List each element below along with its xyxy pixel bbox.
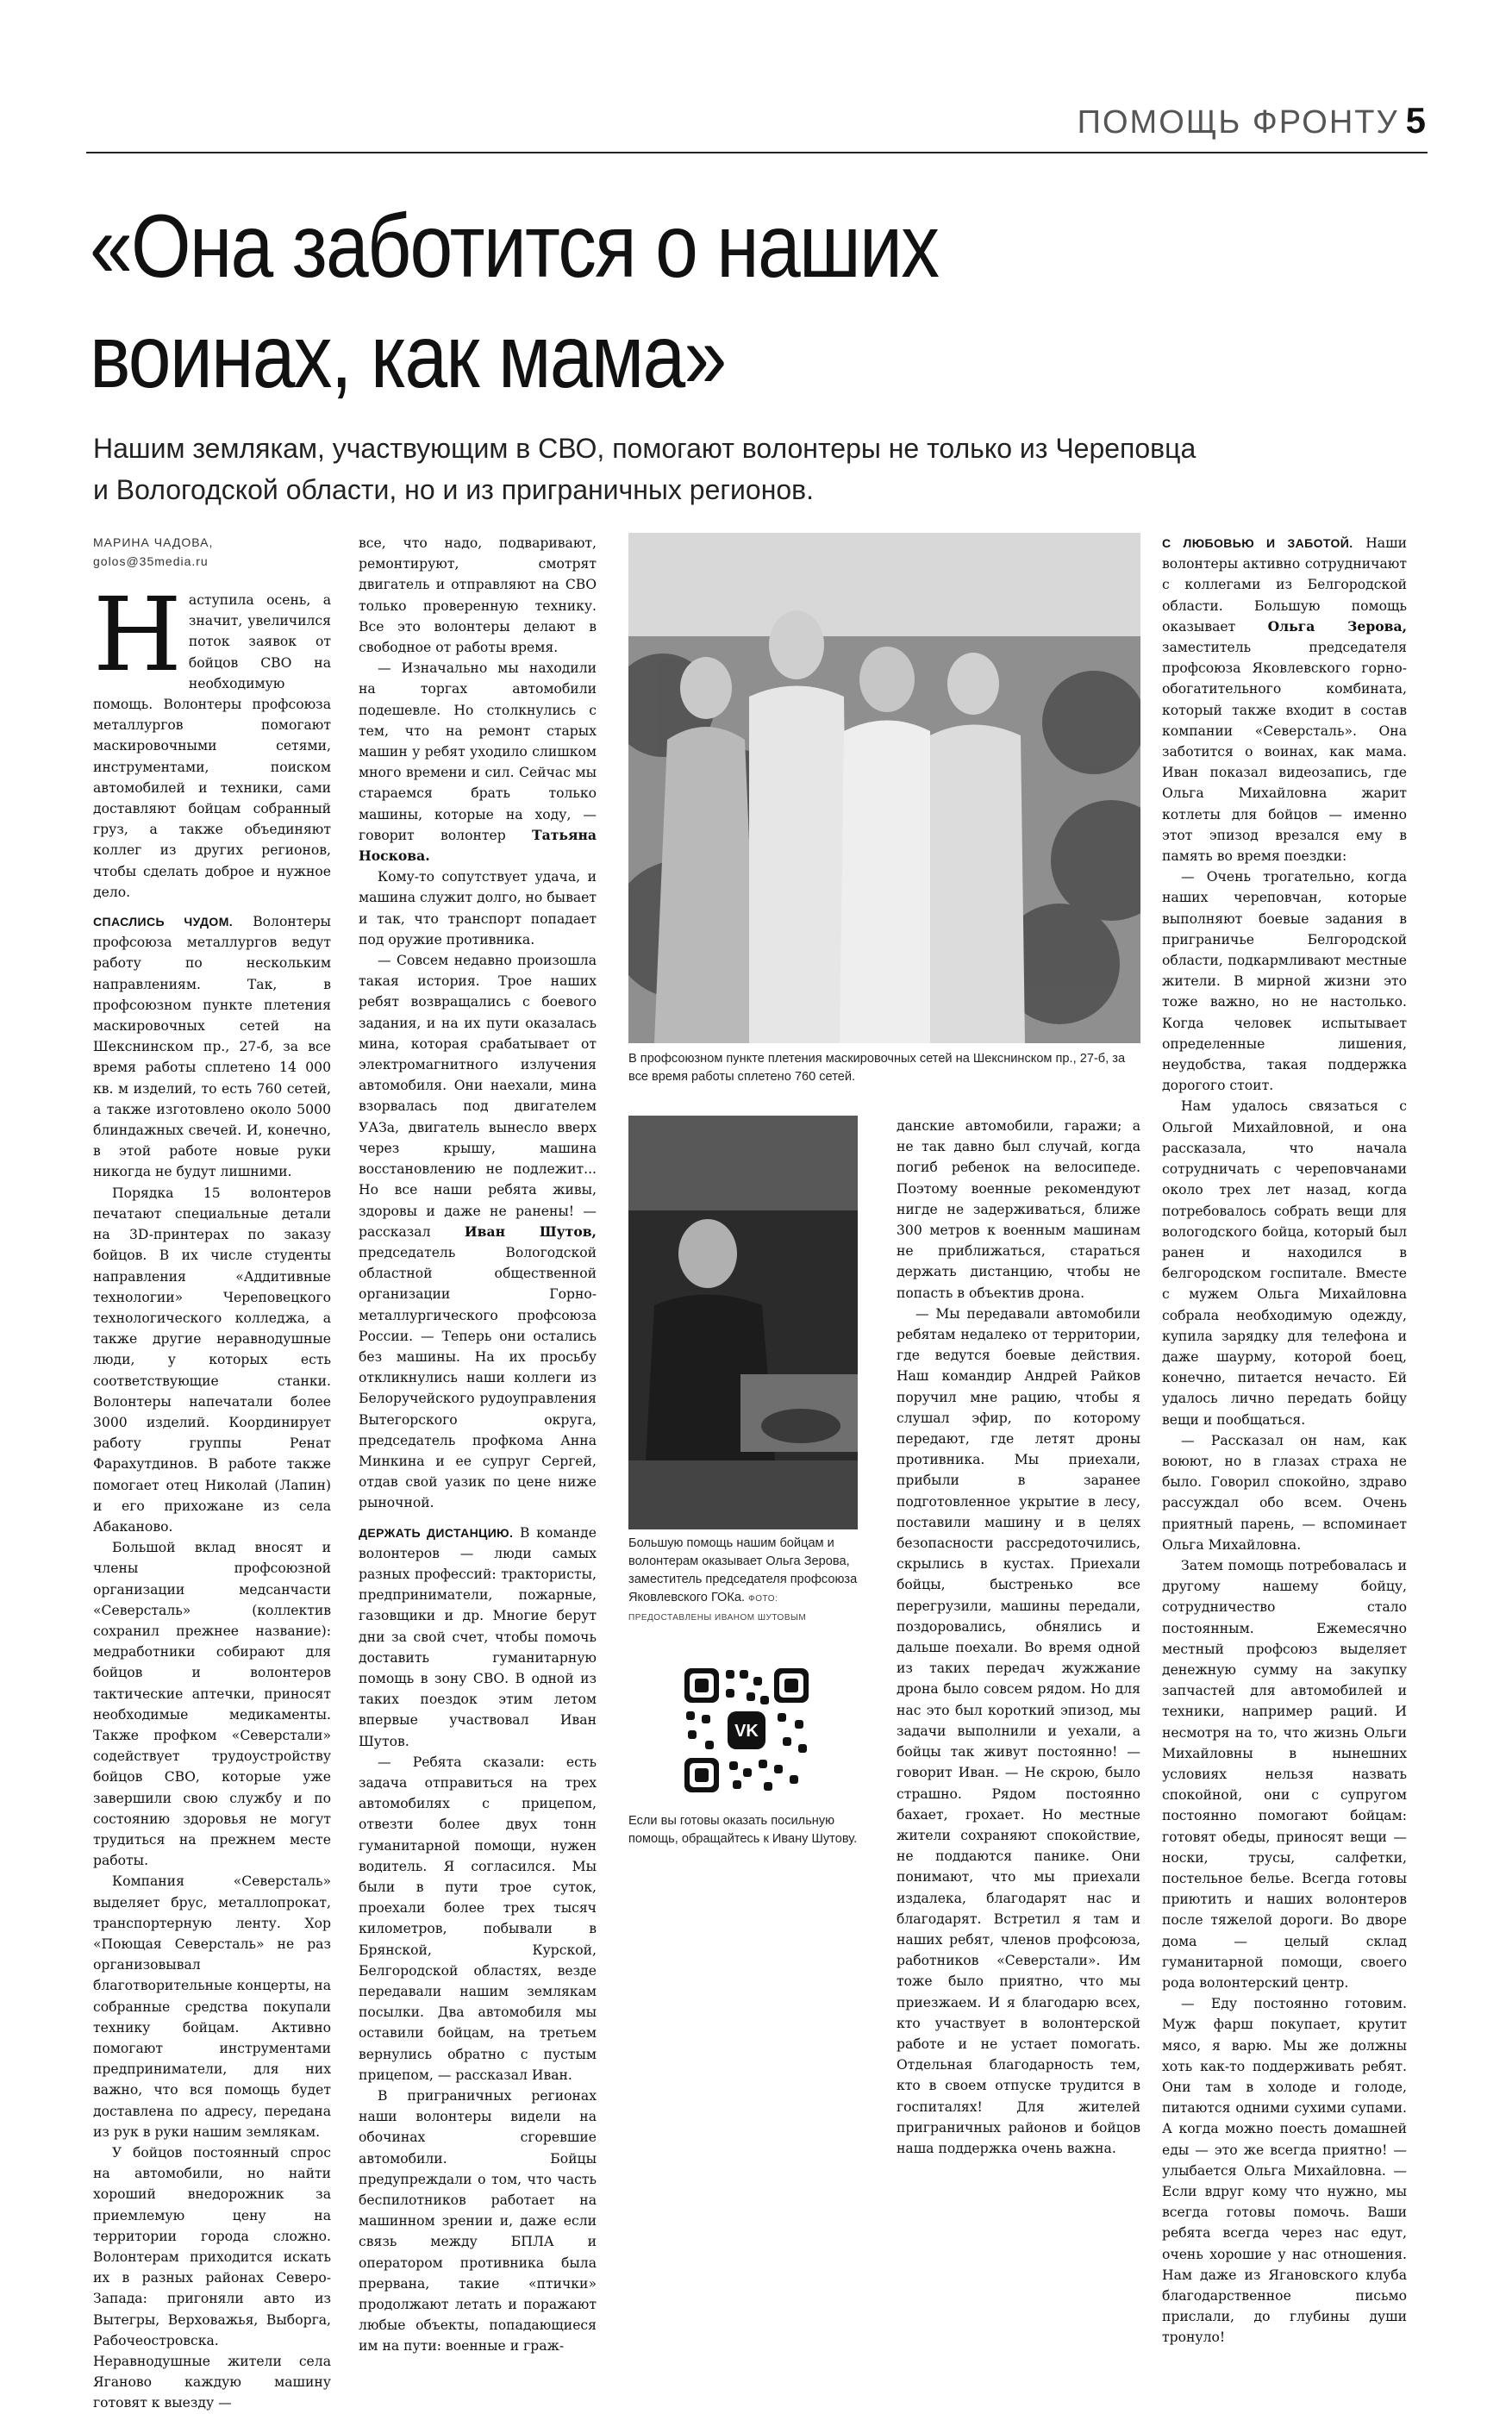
column-2 [359,533,597,2357]
person-name: Иван Шутов, [464,1223,597,1240]
paragraph: — Рассказал он нам, как воюют, но в глазах страха не было. Говорил спокойно, здраво рассуждал обо всем. Очень приятный парень, — вспоминает Ольга Михайловна. [1162,1432,1407,1553]
paragraph: Компания «Северсталь» выделяет брус, металлопрокат, транспортерную ленту. Хор «Поющая Северсталь» не раз организовывал благотворительные концерты, на собранные средства покупали технику бойцам. Активно помогают инструментами предприниматели, для них важно, что вся помощь будет доставлена по адресу, передана из рук в руки нашим землякам. [93,1873,331,2140]
section-3-paragraph [1162,533,1407,866]
group-photo-illustration [628,533,1140,1043]
section-rubric [1078,100,1428,141]
qr-caption: Если вы готовы оказать посильную помощь, обращайтесь к Ивану Шутову. [628,1814,858,1846]
headline-line-1: «Она заботится о наших [90,197,939,297]
paragraph: Затем помощь потребовалась и другому нашему бойцу, сотрудничество стало постоянным. Ежемесячно местный профсоюз выделяет денежную сумму на закупку запчастей для автомобилей и техники, например раций. И несмотря на то, что жизнь Ольги Михайловны в нынешних условиях нельзя назвать спокойной, они с супругом постоянно помогают бойцам: готовят обеды, приносят вещи — носки, трусы, салфетки, постельное белье. Всегда готовы приютить и наших волонтеров после тяжелой дороги. Во дворе дома — целый склад гуманитарной помощи, своего рода волонтерский центр. [1162,1557,1407,1992]
paragraph-text: заместитель председателя профсоюза Яковлевского горно-обогатительного комбината, который также входит в состав компании «Северсталь». Она заботится о воинах, как мама. Иван показал видеозапись, где Ольга Михайловна жарит котлеты для бойцов — именно этот эпизод врезался ему в память во время поездки: [1162,640,1407,865]
subheading-spaslis: СПАСЛИСЬ ЧУДОМ. [93,915,234,929]
photo-volunteers-group [628,533,1140,1043]
subheading-s-lyubovyu: С ЛЮБОВЬЮ И ЗАБОТОЙ. [1162,536,1353,550]
paragraph-text: председатель Вологодской областной общественной организации Горно-металлургического профсоюза России. — Теперь они остались без машины. На их просьбу откликнулись наши коллеги из Белоручейского рудоуправления Вытегорского округа, председатель профкома Анна Минкина и ее супруг Сергей, отдав свой уазик по цене ниже рыночной. [359,1244,597,1511]
section-2-paragraph [359,1523,597,1752]
headline [90,191,1053,412]
byline-email: golos@35media.ru [93,554,209,568]
paragraph: У бойцов постоянный спрос на автомобили, но найти хороший внедорожник за приемлемую цену на территории города сложно. Волонтерам приходится искать их в разных районах Северо-Запада: пригоняли авто из Вытегры, Верховажья, Выборга, Рабочеостровска. Неравнодушные жители села Яганово каждую машину готовят к выезду — [93,2145,331,2411]
column-1 [93,533,331,2414]
paragraph: Большой вклад вносят и члены профсоюзной организации медсанчасти «Северсталь» (коллектив сохранил прежнее название): медработники собирают для бойцов и волонтеров тактические аптечки, приносят необходимые медикаменты. Также профком «Северстали» содействует трудоустройству бойцов СВО, которые уже завершили свою службу и по состоянию здоровья не могут трудиться на прежнем месте работы. [93,1540,331,1869]
qr-code[interactable] [681,1665,812,1796]
paragraph-text: — Изначально мы находили на торгах автомобили подешевле. Но столкнулись с тем, что на ремонт старых машин у ребят уходило слишком много времени и сил. Сейчас мы стараемся брать только машины, которые на ходу, — говорит волонтер [359,660,597,843]
photo-2-caption-text: Большую помощь нашим бойцам и волонтерам оказывает Ольга Зерова, заместитель председателя профсоюза Яковлевского ГОКа. [628,1536,858,1604]
qr-code-graphic [681,1665,812,1796]
paragraph: — Мы передавали автомобили ребятам недалеко от территории, где ведутся боевые действия. Наш командир Андрей Райков поручил мне рацию, чтобы я слушал эфир, по которому передают, где летят дроны противника. Мы приехали, прибыли в заранее подготовленное укрытие в лесу, поставили машину и в целях безопасности рассредоточились, скрылись в кустах. Приехали бойцы, быстренько все перегрузили, машины передали, поздоровались, обнялись и дальше поехали. Во время одной из таких передач жужжание дрона было совсем рядом. Но для нас это был короткий эпизод, мы задачи выполнили и уехали, а бойцы так живут постоянно! — говорит Иван. — Не скрою, было страшно. Рядом постоянно бахает, грохает. Но местные жители сохраняют спокойствие, не поддаются панике. Они понимают, что мы приехали издалека, благодарят нас и благодарят. Встретил я там и наших ребят, членов профсоюза, работников «Северстали». Им тоже было приятно, что мы приезжаем. И я благодарю всех, кто участвует в волонтерской работе и не устает помогать. Отдельная благодарность тем, кто в своем отпуске трудится в госпиталях! Для жителей приграничных районов и бойцов наша поддержка очень важна. [897,1305,1140,2156]
paragraph: Нам удалось связаться с Ольгой Михайловной, и она рассказала, что начала сотрудничать с череповчанами около трех лет назад, когда потребовалось собрать вещи для вологодского бойца, который был ранен и находился в белгородском госпитале. Вместе с мужем Ольга Михайловна собрала необходимую одежду, купила зарядку для телефона и даже шаурму, которой боец, конечно, питается нечасто. Ей удалось лично передать бойцу вещи и пообщаться. [1162,1098,1407,1428]
lead-line-2: и Вологодской области, но и из приграничных регионов. [93,474,815,505]
byline-author: МАРИНА ЧАДОВА, [93,535,214,549]
paragraph-text: Наши волонтеры активно сотрудничают с коллегами из Белгородской области. Большую помощь оказывает [1162,535,1407,635]
paragraph-text: Волонтеры профсоюза металлургов ведут работу по нескольким направлениям. Так, в профсоюзном пункте плетения маскировочных сетей на Шекснинском пр., 27-б, за все время работы сплетено 14 000 кв. м изделий, то есть 760 сетей, а также изготовлено около 5000 блиндажных свечей. И, конечно, в этой работе новые руки никогда не будут лишними. [93,914,331,1180]
paragraph: — Очень трогательно, когда наших череповчан, которые выполняют боевые задания в приграничье Белгородской области, подкармливают местные жители. В мирной жизни это тоже важно, но не настолько. Когда человек испытывает определенные лишения, неудобства, такая поддержка дорогого стоит. [1162,869,1407,1094]
byline [93,533,331,571]
svg-text:VK: VK [734,1722,759,1741]
paragraph: Порядка 15 волонтеров печатают специальные детали на 3D-принтерах по заказу бойцов. В их числе студенты направления «Аддитивные технологии» Череповецкого технологического колледжа, а также другие неравнодушные люди, у которых есть соответствующие станки. Волонтеры напечатали более 3000 изделий. Координирует работу группы Ренат Фарахутдинов. В работе также помогает отец Николай (Лапин) и его прихожане из села Абаканово. [93,1185,331,1535]
column-3 [897,1116,1140,2159]
column-1-text [93,575,331,2414]
paragraph: Кому-то сопутствует удача, и машина служит долго, но бывает и так, что транспорт попадает под оружие противника. [359,869,597,947]
section-title: ПОМОЩЬ ФРОНТУ [1077,104,1399,141]
section-1-paragraph [93,911,331,1183]
header-rule [86,152,1428,153]
photo-credit: ФОТО: ПРЕДОСТАВЛЕНЫ ИВАНОМ ШУТОВЫМ [628,1594,807,1623]
kitchen-photo-illustration [628,1116,858,1529]
page-number: 5 [1405,100,1428,141]
lead-line-1: Нашим землякам, участвующим в СВО, помогают волонтеры не только из Череповца [93,433,1196,464]
paragraph [359,658,597,866]
paragraph: — Еду постоянно готовим. Муж фарш покупает, крутит мясо, я варю. Мы же должны хоть как-то поддерживать ребят. Они там в холоде и голоде, питаются одними сухими супами. А когда можно поесть домашней еды — это же всегда приятно! — улыбается Ольга Михайловна. — Если вдруг кому что нужно, мы всегда готовы помочь. Ваши ребята всегда через нас едут, очень хорошие у нас отношения. Нам даже из Ягановского клуба благодарственное письмо прислали, до глубины души тронуло! [1162,1996,1407,2346]
dropcap: Н [93,575,182,694]
paragraph: данские автомобили, гаражи; а не так давно был случай, когда погиб ребенок на велосипеде. Поэтому военные рекомендуют нигде не задерживаться, ближе 300 метров к военным машинам не приближаться, стараться держать дистанцию, чтобы не попасть в объектив дрона. [897,1118,1140,1301]
photo-2-caption [628,1535,858,1627]
person-name: Татьяна Носкова. [359,826,597,865]
intro-text: аступила осень, а значит, увеличился поток заявок от бойцов СВО на необходимую помощь. Волонтеры профсоюза металлургов помогают маскировочными сетями, инструментами, поиском автомобилей и техники, сами доставляют бойцам собранный груз, а также объединяют коллег из других регионов, чтобы сделать доброе и нужное дело. [93,592,331,900]
headline-line-2: воинах, как мама» [90,307,726,407]
lead-paragraph [93,428,1438,510]
paragraph: В приграничных регионах наши волонтеры видели на обочинах сгоревшие автомобили. Бойцы предупреждали о том, что часть беспилотников работает на машинном зрении и, даже если связь между БПЛА и оператором противника была прервана, такие «птички» продолжают летать и поражают любые объекты, попадающиеся им на пути: военные и граж- [359,2088,597,2355]
paragraph: все, что надо, подваривают, ремонтируют, смотрят двигатель и отправляют на СВО только проверенную технику. Все это волонтеры делают в свободное от работы время. [359,535,597,656]
person-name: Ольга Зерова, [1267,617,1407,635]
paragraph [359,950,597,1513]
intro-paragraph [93,575,331,903]
subheading-derzhat: ДЕРЖАТЬ ДИСТАНЦИЮ. [359,1525,514,1540]
photo-olga-zerova [628,1116,858,1529]
photo-1-caption: В профсоюзном пункте плетения маскировочных сетей на Шекснинском пр., 27-б, за все время работы сплетено 760 сетей. [628,1052,1126,1084]
column-4 [1162,533,1407,2348]
paragraph-text: — Совсем недавно произошла такая история. Трое наших ребят возвращались с боевого задания, и на их пути оказалась мина, которая срабатывает от электромагнитного излучения автомобиля. Они наехали, мина взорвалась под двигателем УАЗа, двигатель вынесло вверх через крышу, машина восстановлению не подлежит... Но все наши ребята живы, здоровы и даже не ранены! — рассказал [359,953,597,1240]
paragraph: — Ребята сказали: есть задача отправиться на трех автомобилях с прицепом, отвезти более двух тонн гуманитарной помощи, нужен водитель. Я согласился. Мы были в пути трое суток, проехали более трех тысяч километров, побывали в Брянской, Курской, Белгородской областях, везде передавали нашим землякам посылки. Два автомобиля мы оставили бойцам, на третьем вернулись обратно с пустым прицепом, — рассказал Иван. [359,1754,597,2083]
paragraph-text: В команде волонтеров — люди самых разных профессий: трактористы, предприниматели, пожарные, газовщики и др. Многие берут дни за свой счет, чтобы помочь доставить гуманитарную помощь в зону СВО. В одной из таких поездок этим летом впервые участвовал Иван Шутов. [359,1524,597,1749]
